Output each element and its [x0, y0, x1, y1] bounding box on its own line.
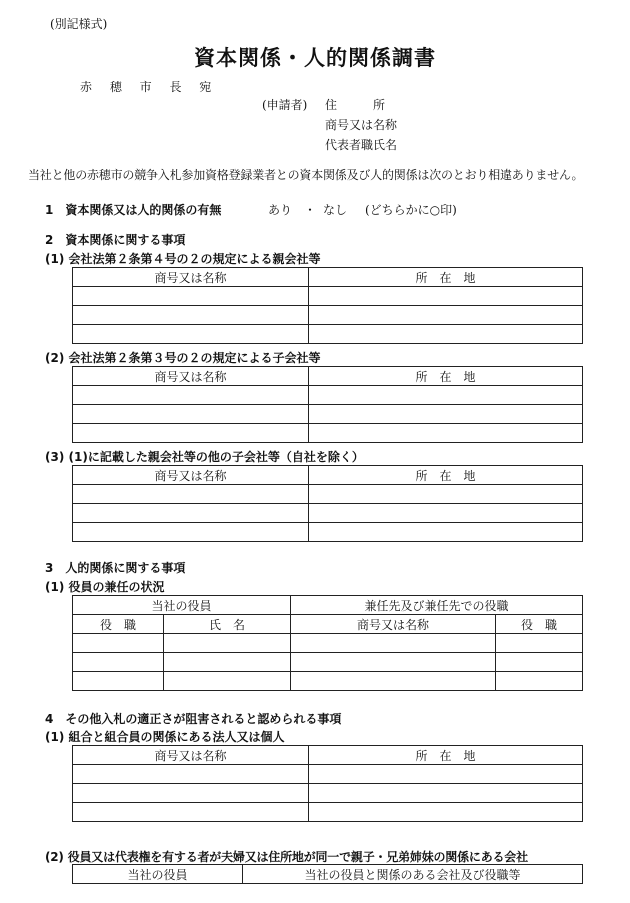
table-cell[interactable] [164, 653, 291, 672]
col-position: 役 職 [73, 615, 164, 634]
table-row [73, 405, 583, 424]
table-row [73, 306, 583, 325]
table-cell[interactable] [73, 424, 309, 443]
table-cell[interactable] [309, 485, 583, 504]
table-row [73, 784, 583, 803]
applicant-representative-label: 代表者職氏名 [325, 138, 398, 152]
table-row [73, 504, 583, 523]
group-own-officers: 当社の役員 [73, 596, 291, 615]
table-header-row [73, 615, 583, 634]
cooperative-member-table [72, 745, 583, 822]
applicant-address-label: 住 所 [325, 98, 386, 112]
option-yes[interactable]: あり [268, 203, 293, 217]
table-cell[interactable] [73, 765, 309, 784]
col-company-name: 商号又は名称 [73, 268, 309, 287]
table-cell[interactable] [496, 634, 583, 653]
table-row [73, 653, 583, 672]
document-title: 資本関係・人的関係調書 [194, 45, 436, 70]
option-note: (どちらかに○印) [365, 203, 457, 217]
option-separator: ・ [304, 203, 317, 217]
col-company-name: 商号又は名称 [73, 746, 309, 765]
table-cell[interactable] [73, 306, 309, 325]
table-cell[interactable] [309, 325, 583, 344]
table-cell[interactable] [496, 653, 583, 672]
col-own-officer: 当社の役員 [73, 865, 243, 884]
table-cell[interactable] [309, 306, 583, 325]
officer-concurrent-table [72, 595, 583, 691]
table-row [73, 485, 583, 504]
table-cell[interactable] [309, 803, 583, 822]
subsidiary-table [72, 366, 583, 443]
table-cell[interactable] [309, 287, 583, 306]
table-cell[interactable] [73, 405, 309, 424]
table-row [73, 634, 583, 653]
table-cell[interactable] [164, 634, 291, 653]
col-location: 所 在 地 [309, 367, 583, 386]
table-row [73, 424, 583, 443]
table-cell[interactable] [309, 424, 583, 443]
section2-sub2: (2) 会社法第２条第３号の２の規定による子会社等 [45, 351, 321, 365]
section3-sub1: (1) 役員の兼任の状況 [45, 580, 165, 594]
table-header-row [73, 367, 583, 386]
applicant-label: (申請者) [262, 98, 308, 112]
table-cell[interactable] [73, 784, 309, 803]
option-no[interactable]: なし [323, 203, 348, 217]
section3-heading: 3 人的関係に関する事項 [45, 561, 186, 575]
section4-heading: 4 その他入札の適正さが阻害されると認められる事項 [45, 712, 342, 726]
table-cell[interactable] [309, 784, 583, 803]
col-company-name: 商号又は名称 [291, 615, 496, 634]
table-row [73, 765, 583, 784]
table-row [73, 287, 583, 306]
table-cell[interactable] [496, 672, 583, 691]
table-cell[interactable] [73, 634, 164, 653]
table-header-row [73, 865, 583, 884]
section2-sub1: (1) 会社法第２条第４号の２の規定による親会社等 [45, 252, 321, 266]
family-relation-table [72, 864, 583, 884]
applicant-company-label: 商号又は名称 [325, 118, 398, 132]
col-concurrent-position: 役 職 [496, 615, 583, 634]
declaration-text: 当社と他の赤穂市の競争入札参加資格登録業者との資本関係及び人的関係は次のとおり相違ありません。 [28, 168, 584, 182]
table-cell[interactable] [73, 386, 309, 405]
table-cell[interactable] [73, 287, 309, 306]
table-cell[interactable] [291, 634, 496, 653]
section1-heading: 1 資本関係又は人的関係の有無 [45, 203, 222, 217]
col-company-name: 商号又は名称 [73, 466, 309, 485]
group-concurrent-post: 兼任先及び兼任先での役職 [291, 596, 583, 615]
form-type-label: (別記様式) [50, 17, 108, 31]
table-header-row [73, 466, 583, 485]
table-group-header-row [73, 596, 583, 615]
col-person-name: 氏 名 [164, 615, 291, 634]
parent-company-table [72, 267, 583, 344]
section2-sub3: (3) (1)に記載した親会社等の他の子会社等（自社を除く） [45, 450, 364, 464]
table-cell[interactable] [73, 523, 309, 542]
table-cell[interactable] [291, 672, 496, 691]
table-row [73, 672, 583, 691]
table-cell[interactable] [309, 504, 583, 523]
table-header-row [73, 746, 583, 765]
table-cell[interactable] [291, 653, 496, 672]
table-cell[interactable] [73, 325, 309, 344]
section4-sub2: (2) 役員又は代表権を有する者が夫婦又は住所地が同一で親子・兄弟姉妹の関係にある会社 [45, 850, 528, 864]
col-location: 所 在 地 [309, 268, 583, 287]
table-cell[interactable] [164, 672, 291, 691]
table-row [73, 803, 583, 822]
table-cell[interactable] [73, 672, 164, 691]
section2-heading: 2 資本関係に関する事項 [45, 233, 186, 247]
table-cell[interactable] [73, 653, 164, 672]
table-cell[interactable] [309, 386, 583, 405]
col-location: 所 在 地 [309, 746, 583, 765]
table-header-row [73, 268, 583, 287]
col-related-company: 当社の役員と関係のある会社及び役職等 [243, 865, 583, 884]
col-location: 所 在 地 [309, 466, 583, 485]
table-cell[interactable] [73, 803, 309, 822]
section4-sub1: (1) 組合と組合員の関係にある法人又は個人 [45, 730, 285, 744]
col-company-name: 商号又は名称 [73, 367, 309, 386]
addressee: 赤 穂 市 長 宛 [80, 80, 219, 94]
table-row [73, 523, 583, 542]
table-cell[interactable] [309, 523, 583, 542]
table-cell[interactable] [309, 765, 583, 784]
table-row [73, 386, 583, 405]
table-cell[interactable] [309, 405, 583, 424]
table-cell[interactable] [73, 504, 309, 523]
table-cell[interactable] [73, 485, 309, 504]
table-row [73, 325, 583, 344]
sibling-company-table [72, 465, 583, 542]
